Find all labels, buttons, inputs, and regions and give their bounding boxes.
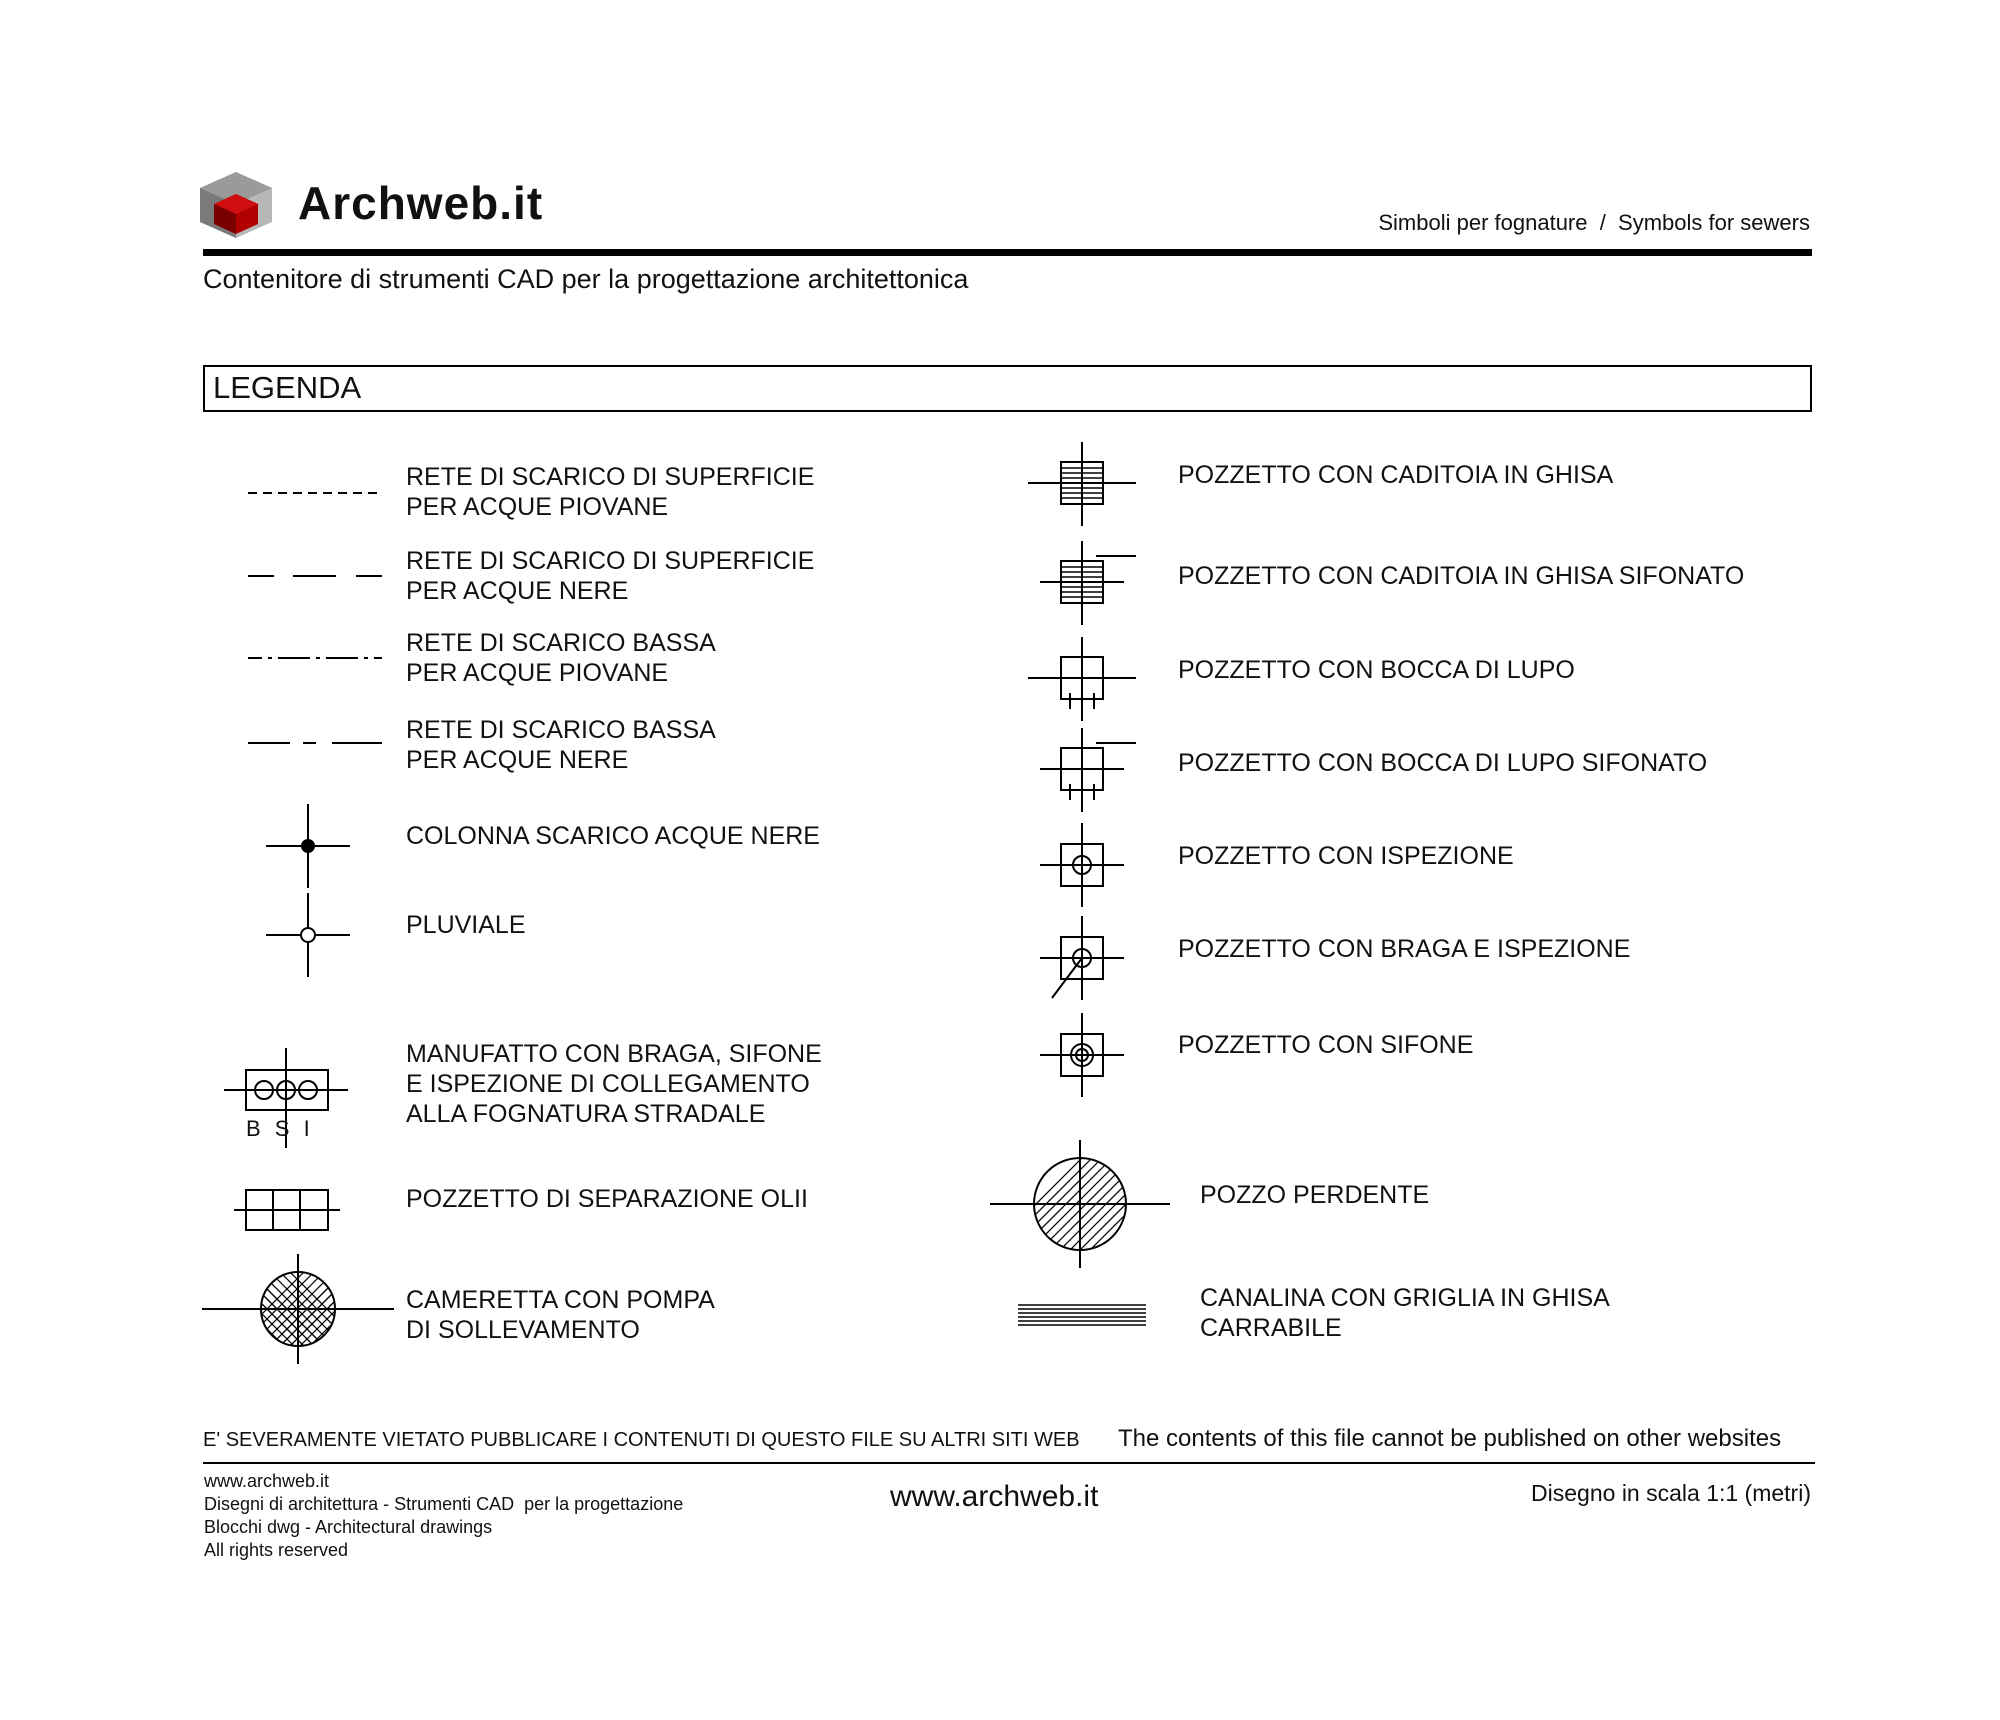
footer-info: www.archweb.it Disegni di architettura - Strumenti CAD per la progettazione Blocchi dwg - Architectural drawings All rights reserved xyxy=(204,1471,684,1560)
dashed-line-icon xyxy=(248,488,382,498)
legend-label-l4: RETE DI SCARICO BASSA PER ACQUE NERE xyxy=(406,716,716,774)
oil-separator-icon xyxy=(234,1188,340,1232)
legend-label-r7: POZZETTO CON SIFONE xyxy=(1178,1031,1474,1059)
grate-pit-siphon-icon xyxy=(1040,541,1136,625)
bsi-letters: B S I xyxy=(246,1116,314,1141)
hatched-circle-icon xyxy=(990,1140,1170,1268)
legend-label-r9: CANALINA CON GRIGLIA IN GHISA CARRABILE xyxy=(1200,1284,1610,1342)
legend-label-l6: PLUVIALE xyxy=(406,911,526,939)
drawing-subject: Simboli per fognature / Symbols for sewers xyxy=(1378,210,1810,235)
inspection-pit-icon xyxy=(1040,823,1124,907)
legend-label-l7: MANUFATTO CON BRAGA, SIFONE E ISPEZIONE DI COLLEGAMENTO ALLA FOGNATURA STRADALE xyxy=(406,1040,822,1128)
crosshatched-circle-icon xyxy=(202,1254,394,1364)
footer-rule xyxy=(203,1462,1815,1464)
filled-cross-circle-icon xyxy=(266,804,350,888)
legend-label-r2: POZZETTO CON CADITOIA IN GHISA SIFONATO xyxy=(1178,562,1745,590)
legend-label-l8: POZZETTO DI SEPARAZIONE OLII xyxy=(406,1185,808,1213)
legend-label-r1: POZZETTO CON CADITOIA IN GHISA xyxy=(1178,461,1614,489)
bocca-di-lupo-siphon-icon xyxy=(1040,728,1136,812)
legend-label-r8: POZZO PERDENTE xyxy=(1200,1181,1430,1209)
drawing-scale: Disegno in scala 1:1 (metri) xyxy=(1531,1480,1811,1506)
dash-dot-line-icon xyxy=(248,653,382,663)
open-cross-circle-icon xyxy=(266,893,350,977)
legend-label-r4: POZZETTO CON BOCCA DI LUPO SIFONATO xyxy=(1178,749,1708,777)
legend-label-r6: POZZETTO CON BRAGA E ISPEZIONE xyxy=(1178,935,1631,963)
dash-short-dash-line-icon xyxy=(248,738,382,748)
legend-label-l5: COLONNA SCARICO ACQUE NERE xyxy=(406,822,820,850)
long-dash-line-icon xyxy=(248,571,382,581)
archweb-logo-icon xyxy=(200,172,272,238)
legend-header-box xyxy=(203,365,1812,412)
brand-name: Archweb.it xyxy=(298,177,544,229)
footer-warning-english: The contents of this file cannot be published on other websites xyxy=(1118,1425,1782,1452)
legend-label-r5: POZZETTO CON ISPEZIONE xyxy=(1178,842,1514,870)
siphon-pit-icon xyxy=(1040,1013,1124,1097)
grate-pit-icon xyxy=(1028,442,1136,526)
legend-label-l1: RETE DI SCARICO DI SUPERFICIE PER ACQUE PIOVANE xyxy=(406,463,815,521)
grating-channel-icon xyxy=(1018,1303,1146,1329)
legend-title: LEGENDA xyxy=(213,370,362,405)
bocca-di-lupo-icon xyxy=(1028,637,1136,721)
tagline: Contenitore di strumenti CAD per la progettazione architettonica xyxy=(203,264,969,294)
legend-label-l3: RETE DI SCARICO BASSA PER ACQUE PIOVANE xyxy=(406,629,716,687)
legend-label-l9: CAMERETTA CON POMPA DI SOLLEVAMENTO xyxy=(406,1286,715,1344)
legend-label-r3: POZZETTO CON BOCCA DI LUPO xyxy=(1178,656,1575,684)
header-rule xyxy=(203,249,1812,256)
footer-url-link[interactable]: www.archweb.it xyxy=(890,1480,1099,1513)
footer-warning-italian: E' SEVERAMENTE VIETATO PUBBLICARE I CONTENUTI DI QUESTO FILE SU ALTRI SITI WEB xyxy=(203,1429,1080,1451)
legend-label-l2: RETE DI SCARICO DI SUPERFICIE PER ACQUE NERE xyxy=(406,547,815,605)
braga-inspection-pit-icon xyxy=(1040,916,1124,1000)
